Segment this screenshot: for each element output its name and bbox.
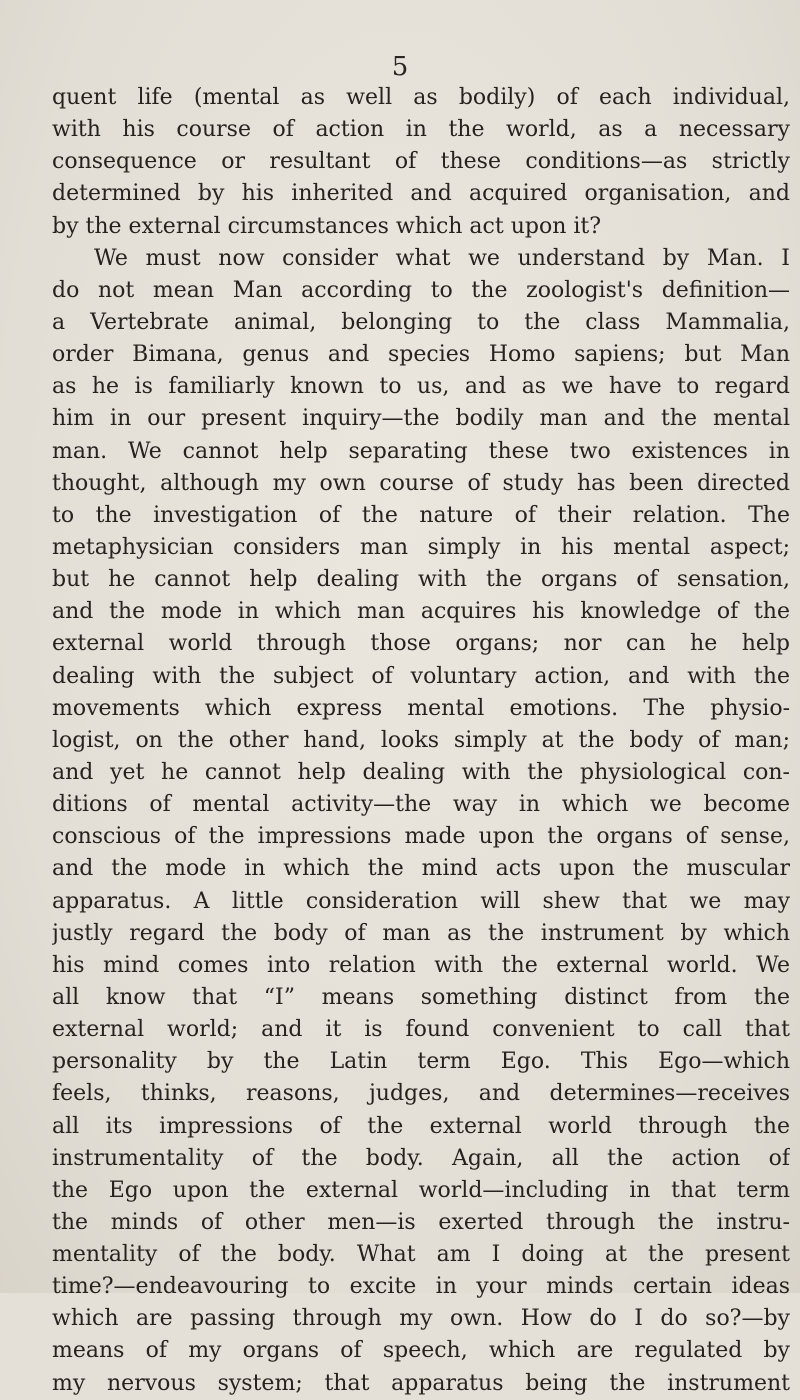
text-line: consequence or resultant of these conditions—as strictly (52, 149, 790, 175)
body-text (52, 82, 790, 1400)
text-line: as he is familiarly known to us, and as we have to regard (52, 374, 790, 400)
text-line: apparatus. A little consideration will shew that we may (52, 888, 790, 914)
text-line: instrumentality of the body. Again, all the action of (52, 1145, 790, 1171)
text-line: a Vertebrate animal, belonging to the class Mammalia, (52, 309, 790, 335)
text-line: all know that “I” means something distinct from the (52, 984, 790, 1010)
text-line: time?—endeavouring to excite in your minds certain ideas (52, 1274, 790, 1300)
text-line: and yet he cannot help dealing with the physiological con- (52, 759, 790, 785)
text-line: with his course of action in the world, as a necessary (52, 117, 790, 143)
text-line: feels, thinks, reasons, judges, and determines—receives (52, 1081, 790, 1107)
text-line: my nervous system; that apparatus being the instrument (52, 1370, 790, 1396)
text-line: movements which express mental emotions. The physio- (52, 695, 790, 721)
text-line: quent life (mental as well as bodily) of each individual, (52, 85, 790, 110)
text-line: thought, although my own course of study has been directed (52, 470, 790, 496)
text-line: him in our present inquiry—the bodily man and the mental (52, 406, 790, 432)
text-line: which are passing through my own. How do I do so?—by (52, 1306, 790, 1332)
page-number: 5 (391, 52, 409, 82)
text-line: external world; and it is found convenient to call that (52, 1017, 790, 1043)
text-line: order Bimana, genus and species Homo sapiens; but Man (52, 342, 790, 368)
text-line: all its impressions of the external world through the (52, 1113, 790, 1139)
text-line: mentality of the body. What am I doing at the present (52, 1242, 790, 1268)
text-line: determined by his inherited and acquired organisation, and (52, 181, 790, 207)
text-line: do not mean Man according to the zoologist's definition— (52, 277, 790, 303)
text-line: by the external circumstances which act upon it? (52, 213, 602, 239)
text-line: personality by the Latin term Ego. This Ego—which (52, 1049, 790, 1075)
text-line: dealing with the subject of voluntary action, and with the (52, 663, 790, 689)
text-line: but he cannot help dealing with the organs of sensation, (52, 567, 790, 593)
text-line: We must now consider what we understand by Man. I (94, 245, 790, 271)
text-line: man. We cannot help separating these two existences in (52, 438, 790, 464)
text-line: his mind comes into relation with the external world. We (52, 952, 790, 978)
text-line: to the investigation of the nature of their relation. The (52, 502, 790, 528)
text-line: the minds of other men—is exerted through the instru- (52, 1209, 790, 1235)
text-line: and the mode in which the mind acts upon the muscular (52, 856, 790, 882)
text-line: means of my organs of speech, which are regulated by (52, 1338, 790, 1364)
text-line: justly regard the body of man as the instrument by which (52, 920, 790, 946)
text-line: and the mode in which man acquires his knowledge of the (52, 599, 790, 625)
text-line: external world through those organs; nor can he help (52, 631, 790, 657)
text-line: the Ego upon the external world—including in that term (52, 1177, 790, 1203)
text-line: metaphysician considers man simply in his mental aspect; (52, 534, 790, 560)
text-line: conscious of the impressions made upon the organs of sense, (52, 824, 790, 850)
text-line: ditions of mental activity—the way in which we become (52, 792, 790, 818)
text-line: logist, on the other hand, looks simply at the body of man; (52, 727, 790, 753)
